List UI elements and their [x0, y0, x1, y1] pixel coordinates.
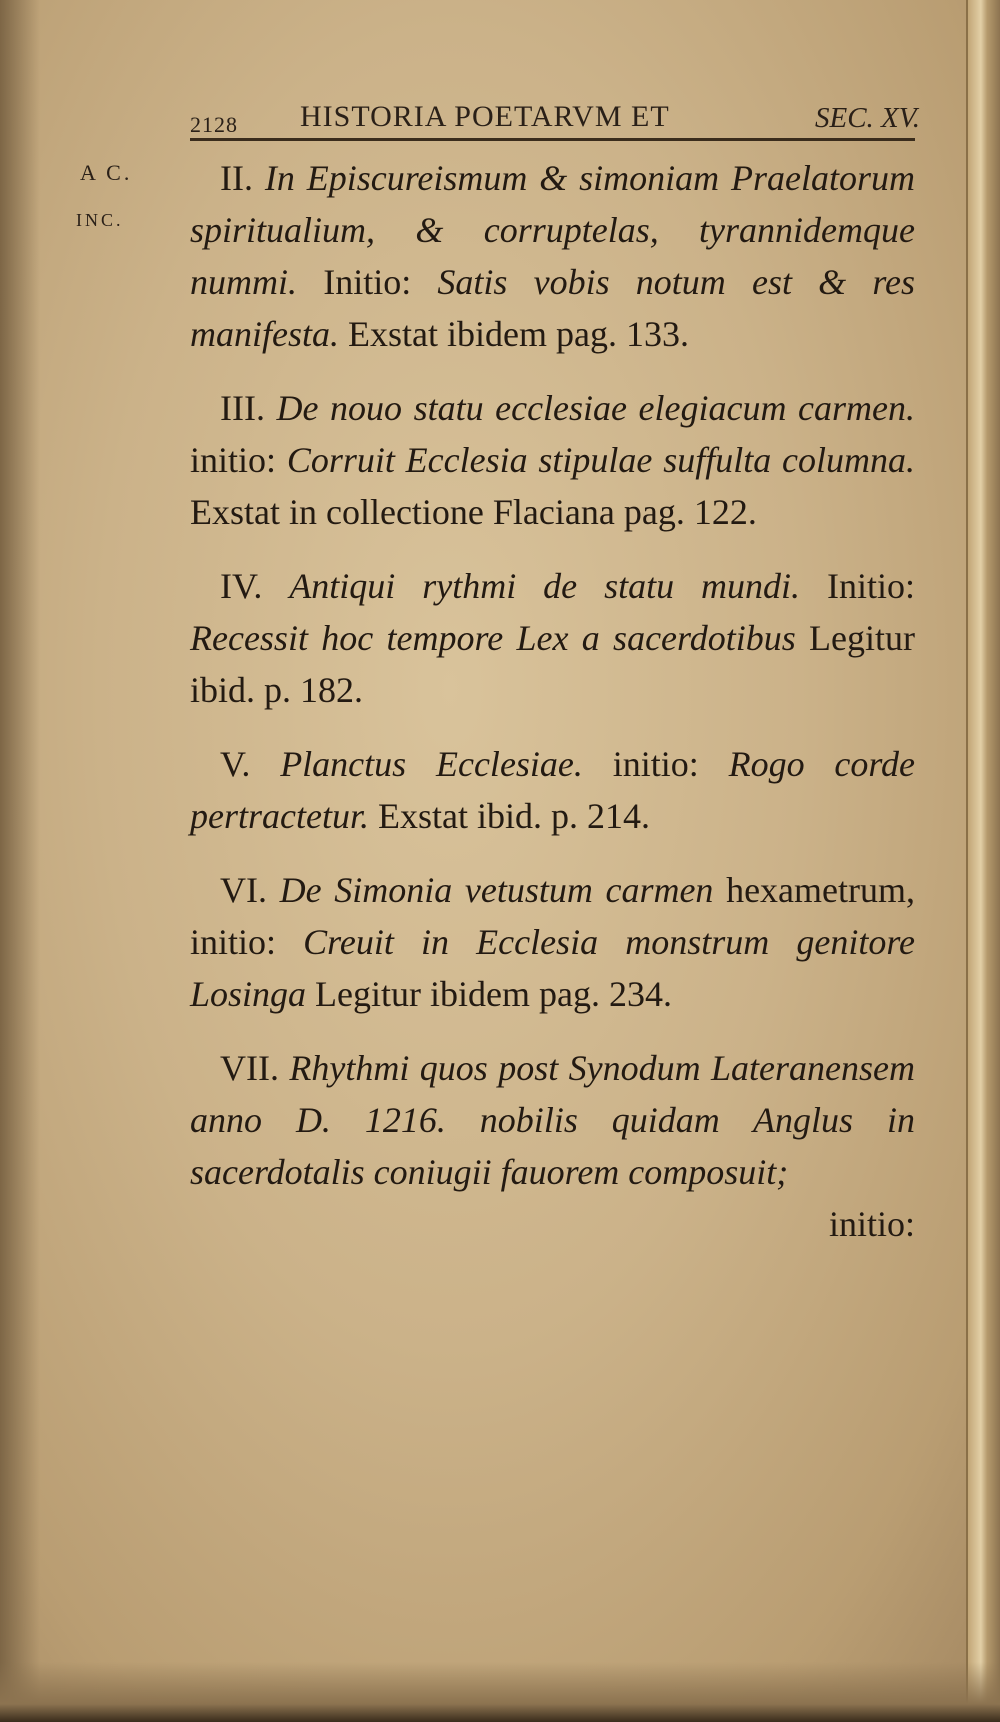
entry-location: Exstat ibidem pag. 133. [348, 314, 689, 354]
entry-2 [190, 152, 915, 360]
margin-note-ac: A C. [80, 160, 133, 185]
running-title: HISTORIA POETARVM ET [300, 100, 670, 133]
entry-title: Planctus Ecclesiae. [280, 744, 583, 784]
incipit-label: initio: [190, 440, 277, 480]
entry-title: Antiqui rythmi de statu mundi. [289, 566, 801, 606]
incipit-text: Satis vobis notum est & res manifesta. [190, 262, 916, 354]
page-header [190, 100, 920, 140]
incipit-label: initio: [612, 744, 699, 784]
entry-number: VI. [220, 870, 267, 910]
margin-note-inc: INC. [76, 210, 124, 230]
incipit-text: Corruit Ecclesia stipulae suffulta columna. [286, 440, 916, 480]
entry-number: III. [220, 388, 265, 428]
entry-number: V. [220, 744, 251, 784]
page-edge-bottom [0, 1662, 1000, 1722]
incipit-label: initio: [828, 1204, 915, 1244]
entry-3 [190, 382, 915, 538]
incipit-label: initio: [190, 922, 277, 962]
entry-5 [190, 738, 915, 842]
incipit-label: Initio: [323, 262, 412, 302]
incipit-label: Initio: [827, 566, 916, 606]
page-edge-right [966, 0, 1000, 1722]
body-text [190, 152, 915, 1272]
header-rule [190, 138, 915, 141]
entry-number: VII. [220, 1048, 279, 1088]
section-label: SEC. XV. [815, 102, 920, 134]
entry-6 [190, 864, 915, 1020]
entry-location: Legitur ibid. p. 182. [190, 618, 915, 710]
entry-number: IV. [220, 566, 263, 606]
entry-7 [190, 1042, 915, 1250]
entry-title: De nouo statu ecclesiae elegiacum carmen. [276, 388, 915, 428]
page-number: 2128 [190, 112, 238, 137]
entry-title-cont: hexametrum, [726, 870, 916, 910]
entry-location: Exstat ibid. p. 214. [377, 796, 650, 836]
entry-title: Rhythmi quos post Synodum Lateranensem anno D. 1216. nobilis quidam Anglus in sacerdotalis coniugii fauorem composuit; [190, 1048, 916, 1192]
entry-4 [190, 560, 915, 716]
entry-number: II. [220, 158, 253, 198]
entry-title: In Episcureismum & simoniam Praelatorum spiritualium, & corruptelas, tyrannidemque nummi. [190, 158, 915, 302]
incipit-text: Rogo corde pertractetur. [190, 744, 916, 836]
incipit-text: Recessit hoc tempore Lex a sacerdotibus [190, 618, 796, 658]
incipit-text: Creuit in Ecclesia monstrum genitore Losinga [190, 922, 916, 1014]
entry-location: Legitur ibidem pag. 234. [315, 974, 672, 1014]
entry-title: De Simonia vetustum carmen [279, 870, 714, 910]
entry-location: Exstat in collectione Flaciana pag. 122. [190, 492, 757, 532]
